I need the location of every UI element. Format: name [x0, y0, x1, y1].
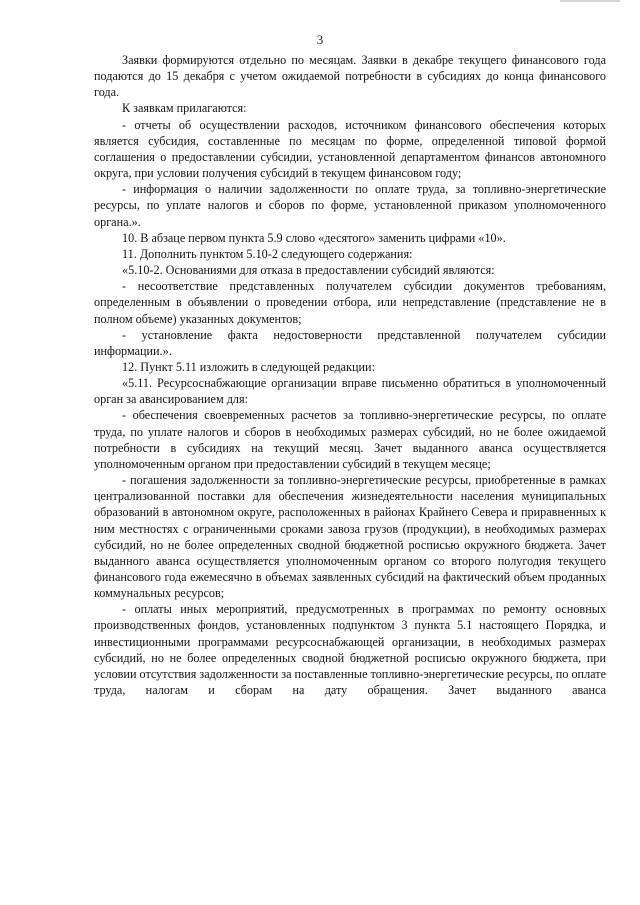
paragraph-debt-information: - информация о наличии задолженности по оплате труда, за топливно-энергетические ресурсы, по уплате налогов и сборов по форме, установленной приказом уполномоченного органа.».: [94, 182, 606, 229]
paragraph-item-10: 10. В абзаце первом пункта 5.9 слово «десятого» заменить цифрами «10».: [122, 230, 506, 245]
scan-edge-mark: [560, 0, 620, 2]
paragraph-advance-other-measures: - оплаты иных мероприятий, предусмотренных в программах по ремонту основных производственных фондов, установленных подпунктом 3 пункта 5.1 настоящего Порядка, и инвестиционными программами ресурсоснабжающей организации, в необходимых размерах субсидий, но не более определенных сводной бюджетной росписью окружного бюджета, при условии отсутствия задолженности за поставленные топливно-энергетические ресурсы, по оплате труда, налогам и сборам на дату обращения. Зачет выданного аванса: [94, 602, 606, 698]
paragraph-item-12: 12. Пункт 5.11 изложить в следующей редакции:: [122, 359, 375, 374]
paragraph-item-11: 11. Дополнить пунктом 5.10-2 следующего содержания:: [122, 246, 413, 261]
paragraph-advance-settlements: - обеспечения своевременных расчетов за топливно-энергетические ресурсы, по оплате труда, по уплате налогов и сборов в необходимых размерах субсидий, но не более ожидаемой потребности в субсидиях на текущий месяц. Зачет выданного аванса осуществляется уполномоченным органом при предоставлении субсидий в текущем месяце;: [94, 408, 606, 471]
paragraph-refusal-false-info: - установление факта недостоверности представленной получателем субсидии информации.».: [94, 327, 606, 358]
paragraph-refusal-documents: - несоответствие представленных получателем субсидии документов требованиям, определенным в объявлении о проведении отбора, или непредставление (представление не в полном объеме) указанных документов;: [94, 279, 606, 326]
paragraph-attachments-intro: К заявкам прилагаются:: [122, 101, 247, 116]
paragraph-expense-reports: - отчеты об осуществлении расходов, источником финансового обеспечения которых является субсидия, составленные по месяцам по форме, определенной типовой формой соглашения о предоставлении субсидии, установленной департаментом финансов автономного округа, при условии получения субсидий в текущем финансовом году;: [94, 117, 606, 181]
paragraph-advance-debt-repayment: - погашения задолженности за топливно-энергетические ресурсы, приобретенные в рамках централизованной поставки для обеспечения жизнедеятельности населения муниципальных образований в автономном округе, расположенных в районах Крайнего Севера и приравненных к ним местностях с ограниченными сроками завоза грузов (продукции), в необходимых размерах субсидий, но не более определенных сводной бюджетной росписью окружного бюджета. Зачет выданного аванса осуществляется уполномоченным органом со второго полугодия текущего финансового года ежемесячно в объемах заявленных субсидий на фактический объем проданных коммунальных ресурсов;: [94, 473, 606, 601]
paragraph-applications-monthly: Заявки формируются отдельно по месяцам. Заявки в декабре текущего финансового года подаются до 15 декабря с учетом ожидаемой потребности в субсидиях до конца финансового года.: [94, 53, 606, 100]
paragraph-refusal-grounds: «5.10-2. Основаниями для отказа в предоставлении субсидий являются:: [122, 263, 495, 278]
page-number: 3: [316, 32, 324, 47]
paragraph-advance-request: «5.11. Ресурсоснабжающие организации вправе письменно обратиться в уполномоченный орган за авансированием для:: [94, 376, 606, 407]
document-body: [94, 52, 606, 698]
